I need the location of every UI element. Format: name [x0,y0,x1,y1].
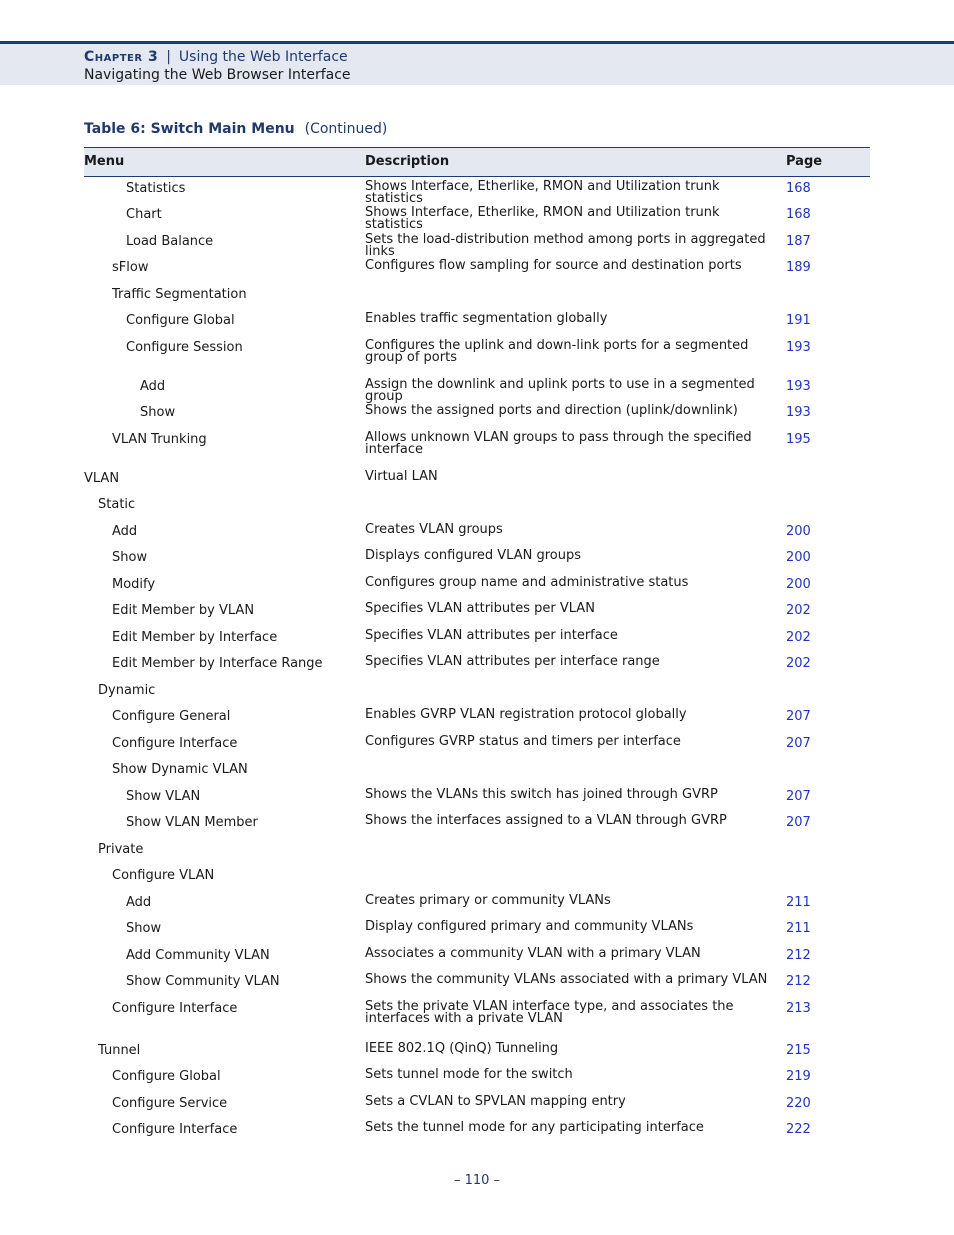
menu-item-label: Show [112,550,148,565]
table-caption-continued: (Continued) [304,121,388,137]
page-link[interactable]: 193 [786,379,811,394]
menu-item-description: Shows the interfaces assigned to a VLAN through GVRP [365,813,727,828]
column-header-description: Description [365,154,450,169]
page-number: – 110 – [453,1173,501,1188]
section-title: Navigating the Web Browser Interface [84,67,351,83]
page-link[interactable]: 187 [786,234,811,249]
page-link[interactable]: 207 [786,789,811,804]
page-link[interactable]: 220 [786,1096,811,1111]
page-link[interactable]: 200 [786,550,811,565]
menu-item-description: Configures group name and administrative status [365,575,689,590]
menu-item-description: Configures the uplink and down-link ports for a segmented group of ports [365,338,749,365]
menu-item-label: Show [140,405,176,420]
page-link[interactable]: 213 [786,1001,811,1016]
page-link[interactable]: 211 [786,895,811,910]
menu-item-label: Traffic Segmentation [112,287,247,302]
chapter-label: Chapter 3 [84,49,159,65]
menu-item-description: Shows Interface, Etherlike, RMON and Utilization trunk statistics [365,179,720,206]
menu-item-label: Add [126,895,152,910]
page-link[interactable]: 200 [786,524,811,539]
menu-item-description: Displays configured VLAN groups [365,548,581,563]
menu-item-description: Sets the private VLAN interface type, and associates the interfaces with a private VLAN [365,999,734,1026]
header-separator: | [166,49,171,65]
menu-item-label: Configure General [112,709,231,724]
menu-item-description: Assign the downlink and uplink ports to use in a segmented group [365,377,755,404]
table-header [84,147,870,177]
chapter-line [84,49,348,65]
menu-item-label: Configure Service [112,1096,228,1111]
page-link[interactable]: 191 [786,313,811,328]
page-link[interactable]: 168 [786,181,811,196]
menu-item-description: Shows the community VLANs associated with a primary VLAN [365,972,768,987]
page-link[interactable]: 200 [786,577,811,592]
page-link[interactable]: 207 [786,815,811,830]
menu-item-label: sFlow [112,260,149,275]
menu-item-label: Configure Interface [112,1122,238,1137]
menu-item-label: Show VLAN Member [126,815,258,830]
page-link[interactable]: 215 [786,1043,811,1058]
page-link[interactable]: 207 [786,736,811,751]
menu-item-description: Shows the VLANs this switch has joined through GVRP [365,787,718,802]
page-link[interactable]: 193 [786,405,811,420]
page-link[interactable]: 193 [786,340,811,355]
chapter-title: Using the Web Interface [178,49,348,65]
menu-item-label: Add Community VLAN [126,948,270,963]
menu-item-description: Sets tunnel mode for the switch [365,1067,573,1082]
menu-item-description: Specifies VLAN attributes per VLAN [365,601,595,616]
menu-item-label: Show Dynamic VLAN [112,762,248,777]
menu-item-label: Static [98,497,136,512]
menu-item-label: Configure Global [112,1069,221,1084]
menu-item-description: Shows the assigned ports and direction (uplink/downlink) [365,403,738,418]
menu-item-label: VLAN [84,471,120,486]
menu-item-description: Creates primary or community VLANs [365,893,611,908]
page-link[interactable]: 219 [786,1069,811,1084]
menu-item-label: Configure Interface [112,736,238,751]
menu-item-description: Configures GVRP status and timers per interface [365,734,681,749]
menu-item-label: Load Balance [126,234,214,249]
menu-item-description: Sets a CVLAN to SPVLAN mapping entry [365,1094,626,1109]
column-header-page: Page [786,154,823,169]
menu-item-description: Shows Interface, Etherlike, RMON and Utilization trunk statistics [365,205,720,232]
menu-item-label: Configure Interface [112,1001,238,1016]
menu-item-label: Edit Member by Interface [112,630,278,645]
menu-item-description: Associates a community VLAN with a primary VLAN [365,946,701,961]
column-header-menu: Menu [84,154,125,169]
page-header [0,41,954,85]
table-caption [84,121,387,137]
menu-item-description: Allows unknown VLAN groups to pass through the specified interface [365,430,752,457]
menu-item-label: Private [98,842,144,857]
page-link[interactable]: 211 [786,921,811,936]
menu-item-label: Configure Session [126,340,243,355]
page-link[interactable]: 212 [786,948,811,963]
menu-item-label: Show VLAN [126,789,201,804]
menu-item-label: Edit Member by VLAN [112,603,255,618]
menu-item-description: Specifies VLAN attributes per interface [365,628,618,643]
menu-item-label: Configure Global [126,313,235,328]
menu-item-label: Chart [126,207,162,222]
menu-item-label: Add [112,524,138,539]
menu-item-description: Sets the load-distribution method among ports in aggregated links [365,232,766,259]
page-link[interactable]: 195 [786,432,811,447]
menu-item-description: Specifies VLAN attributes per interface range [365,654,660,669]
menu-item-label: Show [126,921,162,936]
menu-item-description: Enables traffic segmentation globally [365,311,608,326]
page-link[interactable]: 202 [786,603,811,618]
menu-item-description: Sets the tunnel mode for any participating interface [365,1120,704,1135]
menu-item-description: Configures flow sampling for source and destination ports [365,258,742,273]
menu-item-label: Modify [112,577,156,592]
menu-item-label: Tunnel [98,1043,141,1058]
menu-item-label: Add [140,379,166,394]
menu-item-label: VLAN Trunking [112,432,207,447]
page-link[interactable]: 202 [786,656,811,671]
page-link[interactable]: 207 [786,709,811,724]
menu-item-label: Configure VLAN [112,868,215,883]
menu-item-label: Statistics [126,181,186,196]
table-caption-title: Table 6: Switch Main Menu [84,121,295,137]
menu-item-description: Virtual LAN [365,469,438,484]
page-link[interactable]: 202 [786,630,811,645]
menu-item-label: Dynamic [98,683,156,698]
menu-item-description: Display configured primary and community VLANs [365,919,694,934]
page-link[interactable]: 168 [786,207,811,222]
menu-item-description: IEEE 802.1Q (QinQ) Tunneling [365,1041,559,1056]
page-link[interactable]: 212 [786,974,811,989]
page-link[interactable]: 222 [786,1122,811,1137]
menu-item-description: Enables GVRP VLAN registration protocol globally [365,707,687,722]
page-link[interactable]: 189 [786,260,811,275]
menu-item-label: Show Community VLAN [126,974,280,989]
menu-item-description: Creates VLAN groups [365,522,503,537]
menu-item-label: Edit Member by Interface Range [112,656,323,671]
